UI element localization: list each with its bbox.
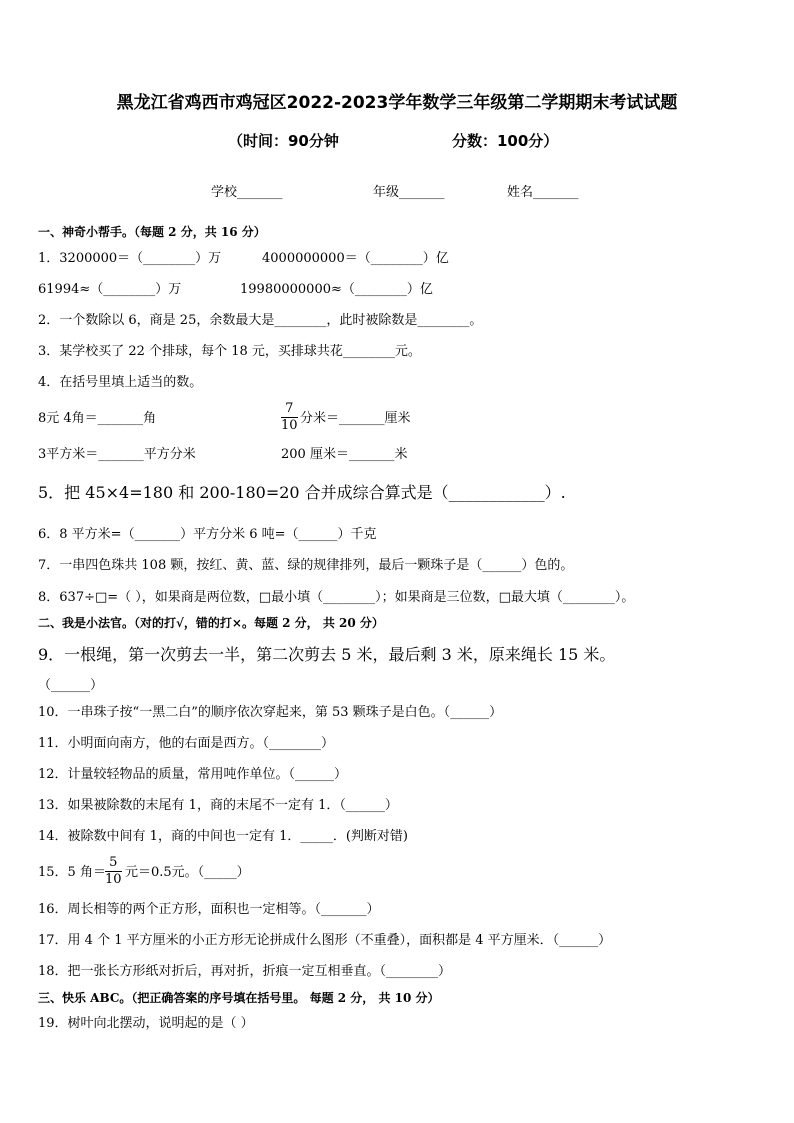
exam-title: 黑龙江省鸡西市鸡冠区2022-2023学年数学三年级第二学期期末考试试题: [116, 93, 678, 113]
question-8: 8．637÷□=（ ），如果商是两位数，□最小填（________）；如果商是三位数，□最大填（________）。: [38, 590, 635, 605]
question-9: 9．一根绳，第一次剪去一半，第二次剪去 5 米，最后剩 3 米，原来绳长 15 米。: [38, 645, 616, 664]
question-5: 5．把 45×4=180 和 200-180=20 合并成综合算式是（____________）.: [38, 483, 566, 502]
fraction-5-10: [105, 855, 122, 888]
question-1c: 61994≈（________）万: [38, 282, 182, 297]
section-3-heading: 三、快乐 ABC。（把正确答案的序号填在括号里。 每题 2 分， 共 10 分）: [38, 991, 440, 1005]
question-11: 11．小明面向南方，他的右面是西方。（________）: [38, 736, 335, 751]
fraction-numerator: 7: [281, 401, 298, 418]
question-2: 2．一个数除以 6，商是 25，余数最大是________，此时被除数是________。: [38, 313, 483, 328]
question-15a: 15．5 角＝: [38, 865, 106, 880]
fraction-7-10: [281, 401, 298, 434]
grade-field[interactable]: 年级_______: [373, 185, 445, 200]
question-13: 13．如果被除数的末尾有 1，商的末尾不一定有 1．（______）: [38, 798, 398, 813]
question-14: 14．被除数中间有 1，商的中间也一定有 1．_____．(判断对错): [38, 829, 408, 844]
question-12: 12．计量较轻物品的质量，常用吨作单位。（______）: [38, 767, 348, 782]
question-19: 19．树叶向北摆动，说明起的是（ ）: [38, 1016, 254, 1031]
section-2-heading: 二、我是小法官。（对的打√，错的打×。每题 2 分， 共 20 分）: [38, 616, 384, 630]
fraction-denominator: 10: [105, 872, 122, 887]
question-18: 18．把一张长方形纸对折后，再对折，折痕一定互相垂直。（________）: [38, 964, 452, 979]
question-6: 6．8 平方米=（_______）平方分米 6 吨=（______）千克: [38, 527, 377, 542]
question-3: 3．某学校买了 22 个排球，每个 18 元，买排球共花________元。: [38, 344, 421, 359]
name-field[interactable]: 姓名_______: [507, 185, 579, 200]
question-16: 16．周长相等的两个正方形，面积也一定相等。（_______）: [38, 902, 380, 917]
question-15b: 元＝0.5元。（_____）: [125, 865, 250, 880]
question-1a: 1．3200000＝（________）万: [38, 251, 222, 266]
question-1d: 19980000000≈（________）亿: [240, 282, 433, 297]
school-field[interactable]: 学校_______: [211, 185, 283, 200]
question-4b: 分米＝_______厘米: [300, 411, 411, 426]
question-9-answer: （______）: [38, 678, 104, 693]
fraction-denominator: 10: [281, 418, 298, 433]
question-4: 4．在括号里填上适当的数。: [38, 375, 203, 390]
fraction-numerator: 5: [105, 855, 122, 872]
question-1b: 4000000000＝（________）亿: [262, 251, 449, 266]
question-4d: 200 厘米＝_______米: [281, 447, 408, 462]
question-4c: 3平方米＝_______平方分米: [38, 447, 196, 462]
exam-score: 分数：100分）: [452, 132, 559, 150]
question-17: 17．用 4 个 1 平方厘米的小正方形无论拼成什么图形（不重叠），面积都是 4 平方厘米．（______）: [38, 933, 612, 948]
exam-time: （时间：90分钟: [228, 132, 339, 150]
question-7: 7．一串四色珠共 108 颗，按红、黄、蓝、绿的规律排列，最后一颗珠子是（______）色的。: [38, 558, 574, 573]
question-10: 10．一串珠子按“一黑二白”的顺序依次穿起来，第 53 颗珠子是白色。（______）: [38, 705, 503, 720]
section-1-heading: 一、神奇小帮手。（每题 2 分，共 16 分）: [38, 225, 266, 239]
question-4a: 8元 4角＝_______角: [38, 411, 157, 426]
